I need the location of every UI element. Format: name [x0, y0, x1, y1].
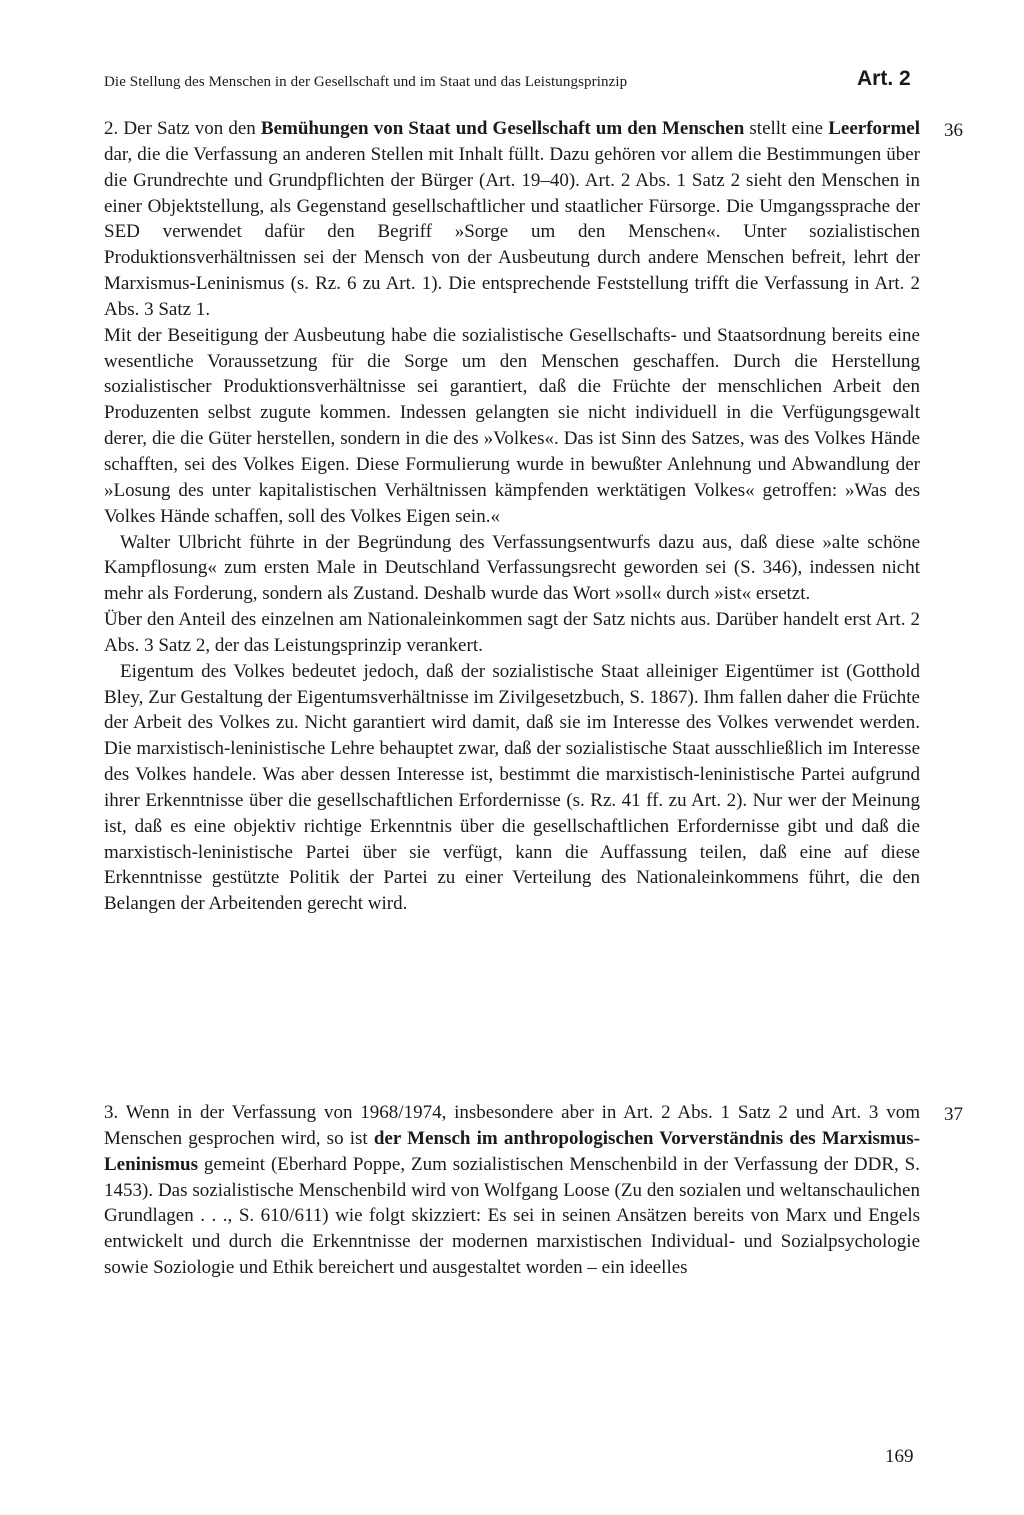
text-run: 2. Der Satz von den — [104, 118, 261, 139]
text-run: stellt eine — [744, 118, 829, 139]
bold-term: der Mensch im anthropologischen Vorverständnis des Marxismus-Leninismus — [104, 1127, 921, 1175]
bold-term: Leerformel — [828, 118, 920, 139]
paragraph-37-1 — [104, 1100, 920, 1281]
margin-number-36: 36 — [944, 120, 963, 141]
margin-number-37: 37 — [944, 1104, 963, 1125]
section-36 — [104, 116, 920, 917]
bold-term: Bemühungen von Staat und Gesellschaft um den Menschen — [260, 118, 745, 139]
text-run: 3. Wenn in der Verfassung von 1968/1974, insbesondere aber in Art. 2 Abs. 1 Satz 2 und Art. 3 vom Menschen gesprochen wird, so ist — [104, 1102, 920, 1149]
paragraph-36-3: Walter Ulbricht führte in der Begründung des Verfassungsentwurfs dazu aus, daß diese »alte schöne Kampflosung« zum ersten Male in Deutschland Verfassungsrecht geworden sei (S. 346), indessen nicht mehr als Forderung, sondern als Zustand. Deshalb wurde das Wort »soll« durch »ist« ersetzt. — [104, 531, 920, 605]
section-37 — [104, 1100, 920, 1281]
page-number: 169 — [885, 1446, 914, 1467]
text-run: gemeint (Eberhard Poppe, Zum sozialistischen Menschenbild in der Verfassung der DDR, S. 1453). Das sozialistische Menschenbild wird von Wolfgang Loose (Zu den sozialen und weltanschaulichen Grundlagen . . ., S. 610/611) wie folgt skizziert: Es sei in seinen Ansätzen bereits von Marx und Engels entwickelt und durch die Erkenntnisse der modernen marxistischen Individual- und Sozialpsychologie sowie Soziologie und Ethik bereichert und ausgestaltet worden – ein ideelles — [104, 1153, 920, 1279]
paragraph-36-4: Über den Anteil des einzelnen am Nationaleinkommen sagt der Satz nichts aus. Darüber handelt erst Art. 2 Abs. 3 Satz 2, der das Leistungsprinzip verankert. — [104, 609, 920, 656]
paragraph-36-1 — [104, 116, 920, 323]
running-header: Die Stellung des Menschen in der Gesellschaft und im Staat und das Leistungsprinzip — [104, 74, 628, 90]
text-run: dar, die die Verfassung an anderen Stellen mit Inhalt füllt. Dazu gehören vor allem die Bestimmungen über die Grundrechte und Grundpflichten der Bürger (Art. 19–40). Art. 2 Abs. 1 Satz 2 sieht den Menschen in einer Objektstellung, als Gegenstand gesellschaftlicher und staatlicher Fürsorge. Die Umgangssprache der SED verwendet dafür den Begriff »Sorge um den Menschen«. Unter sozialistischen Produktionsverhältnissen sei der Mensch von der Ausbeutung durch andere Menschen befreit, lehrt der Marxismus-Leninismus (s. Rz. 6 zu Art. 1). Die entsprechende Feststellung trifft die Verfassung in Art. 2 Abs. 3 Satz 1. — [104, 143, 920, 320]
article-label: Art. 2 — [857, 67, 911, 90]
paragraph-36-5: Eigentum des Volkes bedeutet jedoch, daß der sozialistische Staat alleiniger Eigentümer ist (Gotthold Bley, Zur Gestaltung der Eigentumsverhältnisse im Zivilgesetzbuch, S. 1867). Ihm fallen daher die Früchte der Arbeit des Volkes zu. Nicht garantiert wird damit, daß sie im Interesse des Volkes verwendet werden. Die marxistisch-leninistische Lehre behauptet zwar, daß der sozialistische Staat ausschließlich im Interesse des Volkes handele. Was aber dessen Interesse ist, bestimmt die marxistisch-leninistische Partei aufgrund ihrer Erkenntnisse über die gesellschaftlichen Erfordernisse (s. Rz. 41 ff. zu Art. 2). Nur wer der Meinung ist, daß es eine objektiv richtige Erkenntnis über die gesellschaftlichen Erfordernisse gibt und daß die marxistisch-leninistische Partei über sie verfügt, kann die Auffassung teilen, daß eine auf diese Erkenntnisse gestützte Politik der Partei zu einer Verteilung des Nationaleinkommens führt, die den Belangen der Arbeitenden gerecht wird. — [104, 660, 920, 915]
paragraph-36-2: Mit der Beseitigung der Ausbeutung habe die sozialistische Gesellschafts- und Staatsordnung bereits eine wesentliche Voraussetzung für die Sorge um den Menschen geschaffen. Durch die Herstellung sozialistischer Produktionsverhältnisse sei garantiert, daß die Früchte der menschlichen Arbeit den Produzenten selbst zugute kommen. Indessen gelangten sie nicht individuell in die Verfügungsgewalt derer, die die Güter herstellen, sondern in die des »Volkes«. Das ist Sinn des Satzes, was des Volkes Hände schafften, sei des Volkes Eigen. Diese Formulierung wurde in bewußter Anlehnung und Abwandlung der »Losung des unter kapitalistischen Verhältnissen kämpfenden werktätigen Volkes« getroffen: »Was des Volkes Hände schaffen, soll des Volkes Eigen sein.« — [104, 324, 920, 527]
